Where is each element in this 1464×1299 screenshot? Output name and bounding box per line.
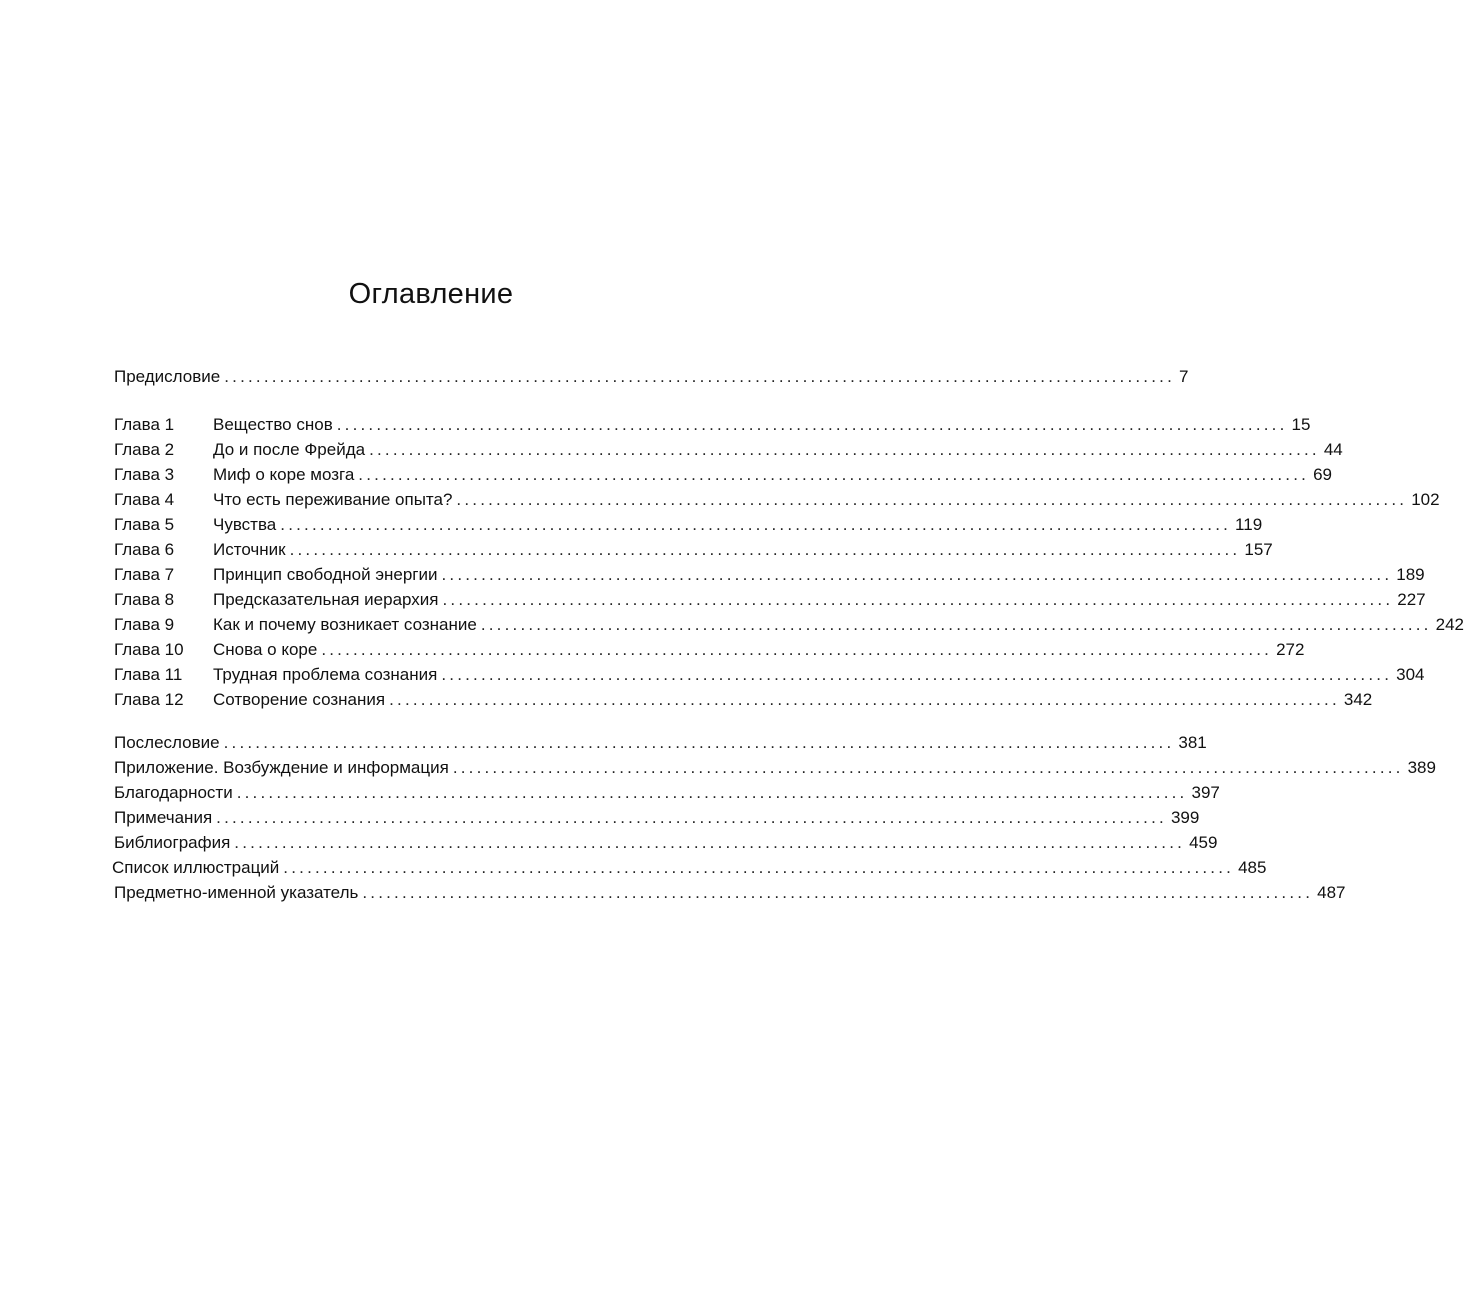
toc-entry-back-matter[interactable] (114, 781, 1220, 805)
toc-entry-label: Приложение. Возбуждение и информация (114, 758, 449, 777)
toc-entry-page: 397 (1191, 783, 1220, 802)
toc-entry-label: Как и почему возникает сознание (213, 615, 477, 634)
leader-dots: ........................................................................................................................ (223, 733, 1175, 752)
leader-dots: ........................................................................................................................ (362, 883, 1314, 902)
toc-entry-page: 15 (1291, 415, 1311, 434)
leader-dots: ........................................................................................................................ (321, 640, 1273, 659)
toc-entry-chapter[interactable] (114, 463, 1332, 487)
toc-entry-page: 389 (1407, 758, 1436, 777)
toc-entry-page: 272 (1276, 640, 1305, 659)
toc-entry-label: Сотворение сознания (213, 690, 386, 709)
toc-entry-back-matter[interactable] (114, 831, 1218, 855)
chapter-number: Глава 8 (114, 590, 175, 609)
toc-entry-chapter[interactable] (114, 413, 1311, 437)
toc-entry-label: Предисловие (114, 367, 221, 386)
toc-entry-label: Чувства (213, 515, 277, 534)
leader-dots: ........................................................................................................................ (369, 440, 1320, 459)
leader-dots: ........................................................................................................................ (234, 833, 1186, 852)
toc-entry-page: 44 (1323, 440, 1343, 459)
chapter-number: Глава 5 (114, 515, 175, 534)
toc-entry-page: 227 (1397, 590, 1426, 609)
toc-entry-back-matter[interactable] (114, 881, 1346, 905)
chapter-number: Глава 1 (114, 415, 175, 434)
toc-entry-page: 69 (1313, 465, 1332, 484)
toc-entry-page: 485 (1238, 858, 1267, 877)
toc-entry-back-matter[interactable] (114, 756, 1436, 780)
toc-entry-page: 242 (1435, 615, 1464, 634)
toc-entry-label: Благодарности (114, 783, 233, 802)
chapter-number: Глава 11 (114, 665, 183, 684)
chapter-number: Глава 6 (114, 540, 175, 559)
toc-entry-chapter[interactable] (114, 513, 1263, 537)
toc-entry-label: Миф о коре мозга (213, 465, 355, 484)
leader-dots: ........................................................................................................................ (452, 758, 1404, 777)
toc-entry-label: Список иллюстраций (112, 858, 280, 877)
toc-entry-back-matter[interactable] (114, 731, 1207, 755)
toc-entry-chapter[interactable] (114, 588, 1426, 612)
toc-entry-page: 157 (1244, 540, 1273, 559)
leader-dots: ........................................................................................................................ (480, 615, 1432, 634)
toc-entry-label: Трудная проблема сознания (213, 665, 438, 684)
leader-dots: ........................................................................................................................ (280, 515, 1232, 534)
toc-entry-back-matter[interactable] (112, 856, 1267, 880)
chapter-number: Глава 3 (114, 465, 175, 484)
leader-dots: ........................................................................................................................ (441, 665, 1393, 684)
chapter-number: Глава 12 (114, 690, 184, 709)
toc-entry-chapter[interactable] (114, 488, 1440, 512)
toc-entry-page: 381 (1178, 733, 1207, 752)
leader-dots: ........................................................................................................................ (456, 490, 1408, 509)
toc-entry-page: 189 (1396, 565, 1425, 584)
toc-entry-chapter[interactable] (114, 563, 1425, 587)
toc-entry-chapter[interactable] (114, 663, 1425, 687)
toc-entry-label: Источник (213, 540, 286, 559)
toc-entry-page: 119 (1235, 515, 1263, 534)
toc-entry-preface[interactable] (114, 365, 1189, 389)
toc-entry-label: До и после Фрейда (213, 440, 366, 459)
toc-entry-chapter[interactable] (114, 538, 1273, 562)
toc-entry-chapter[interactable] (114, 638, 1305, 662)
chapter-number: Глава 4 (114, 490, 175, 509)
chapter-number: Глава 7 (114, 565, 175, 584)
toc-entry-chapter[interactable] (114, 688, 1373, 712)
leader-dots: ........................................................................................................................ (336, 415, 1288, 434)
leader-dots: ........................................................................................................................ (236, 783, 1188, 802)
leader-dots: ........................................................................................................................ (289, 540, 1241, 559)
toc-entry-page: 102 (1411, 490, 1440, 509)
toc-entry-page: 487 (1317, 883, 1346, 902)
toc-entry-label: Вещество снов (213, 415, 333, 434)
toc-entry-label: Снова о коре (213, 640, 318, 659)
toc-entry-label: Принцип свободной энергии (213, 565, 438, 584)
toc-entry-page: 7 (1179, 367, 1189, 386)
page-title: Оглавление (348, 278, 514, 310)
toc-entry-chapter[interactable] (114, 438, 1343, 462)
toc-entry-label: Библиография (114, 833, 231, 852)
chapter-number: Глава 2 (114, 440, 175, 459)
toc-entry-page: 304 (1396, 665, 1425, 684)
leader-dots: ........................................................................................................................ (389, 690, 1340, 709)
leader-dots: ........................................................................................................................ (441, 565, 1393, 584)
leader-dots: ........................................................................................................................ (216, 808, 1167, 827)
toc-entry-label: Что есть переживание опыта? (213, 490, 453, 509)
toc-entry-page: 459 (1189, 833, 1218, 852)
toc-entry-page: 399 (1170, 808, 1200, 827)
toc-entry-label: Примечания (114, 808, 213, 827)
leader-dots: ........................................................................................................................ (358, 465, 1310, 484)
leader-dots: ........................................................................................................................ (283, 858, 1235, 877)
leader-dots: ........................................................................................................................ (224, 367, 1175, 386)
chapter-number: Глава 10 (114, 640, 184, 659)
leader-dots: ........................................................................................................................ (442, 590, 1394, 609)
chapter-number: Глава 9 (114, 615, 175, 634)
toc-entry-page: 342 (1343, 690, 1373, 709)
toc-entry-back-matter[interactable] (114, 806, 1200, 830)
toc-entry-label: Послесловие (114, 733, 220, 752)
toc-entry-label: Предметно-именной указатель (114, 883, 359, 902)
toc-entry-label: Предсказательная иерархия (213, 590, 439, 609)
toc-entry-chapter[interactable] (114, 613, 1464, 637)
